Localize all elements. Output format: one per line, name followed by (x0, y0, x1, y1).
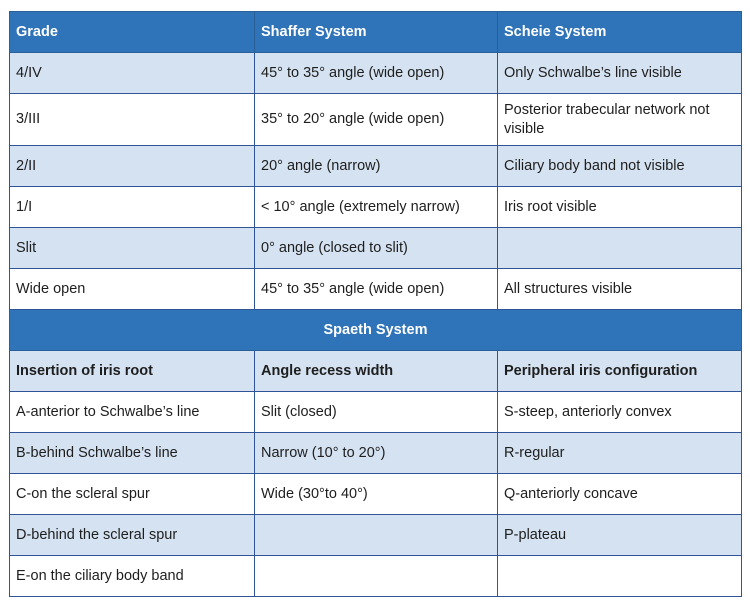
table-row (10, 392, 742, 433)
table-row (10, 433, 742, 474)
shaffer-cell: 20° angle (narrow) (255, 146, 498, 187)
spaeth-section-title: Spaeth System (10, 310, 742, 351)
header-angle-recess-width: Angle recess width (255, 351, 498, 392)
angle-recess-cell (255, 556, 498, 597)
table-row (10, 53, 742, 94)
scheie-cell: Iris root visible (498, 187, 742, 228)
iris-root-cell: C-on the scleral spur (10, 474, 255, 515)
grade-cell: Wide open (10, 269, 255, 310)
scheie-cell (498, 228, 742, 269)
shaffer-cell: 0° angle (closed to slit) (255, 228, 498, 269)
angle-grading-table-container (9, 11, 741, 597)
angle-recess-cell: Narrow (10° to 20°) (255, 433, 498, 474)
scheie-cell: Only Schwalbe’s line visible (498, 53, 742, 94)
iris-root-cell: D-behind the scleral spur (10, 515, 255, 556)
grade-cell: 1/I (10, 187, 255, 228)
table-row (10, 228, 742, 269)
table-row (10, 146, 742, 187)
header-grade: Grade (10, 12, 255, 53)
angle-recess-cell: Wide (30°to 40°) (255, 474, 498, 515)
table-row (10, 515, 742, 556)
table-row (10, 94, 742, 146)
table-row (10, 474, 742, 515)
scheie-cell: Posterior trabecular network not visible (498, 94, 742, 146)
grade-cell: 4/IV (10, 53, 255, 94)
table-row (10, 187, 742, 228)
header-shaffer-system: Shaffer System (255, 12, 498, 53)
grade-cell: Slit (10, 228, 255, 269)
table-row (10, 556, 742, 597)
shaffer-cell: 45° to 35° angle (wide open) (255, 269, 498, 310)
grade-cell: 3/III (10, 94, 255, 146)
header-peripheral-iris-configuration: Peripheral iris configuration (498, 351, 742, 392)
iris-configuration-cell: Q-anteriorly concave (498, 474, 742, 515)
iris-root-cell: A-anterior to Schwalbe’s line (10, 392, 255, 433)
iris-configuration-cell (498, 556, 742, 597)
shaffer-cell: 35° to 20° angle (wide open) (255, 94, 498, 146)
scheie-cell: Ciliary body band not visible (498, 146, 742, 187)
iris-configuration-cell: S-steep, anteriorly convex (498, 392, 742, 433)
table-row (10, 269, 742, 310)
grade-cell: 2/II (10, 146, 255, 187)
iris-configuration-cell: P-plateau (498, 515, 742, 556)
spaeth-header-row (10, 351, 742, 392)
angle-grading-table (9, 11, 742, 597)
iris-root-cell: B-behind Schwalbe’s line (10, 433, 255, 474)
spaeth-section-row (10, 310, 742, 351)
shaffer-cell: 45° to 35° angle (wide open) (255, 53, 498, 94)
header-scheie-system: Scheie System (498, 12, 742, 53)
header-insertion-of-iris-root: Insertion of iris root (10, 351, 255, 392)
angle-recess-cell: Slit (closed) (255, 392, 498, 433)
scheie-cell: All structures visible (498, 269, 742, 310)
angle-recess-cell (255, 515, 498, 556)
iris-configuration-cell: R-regular (498, 433, 742, 474)
table-header-row (10, 12, 742, 53)
shaffer-cell: < 10° angle (extremely narrow) (255, 187, 498, 228)
iris-root-cell: E-on the ciliary body band (10, 556, 255, 597)
